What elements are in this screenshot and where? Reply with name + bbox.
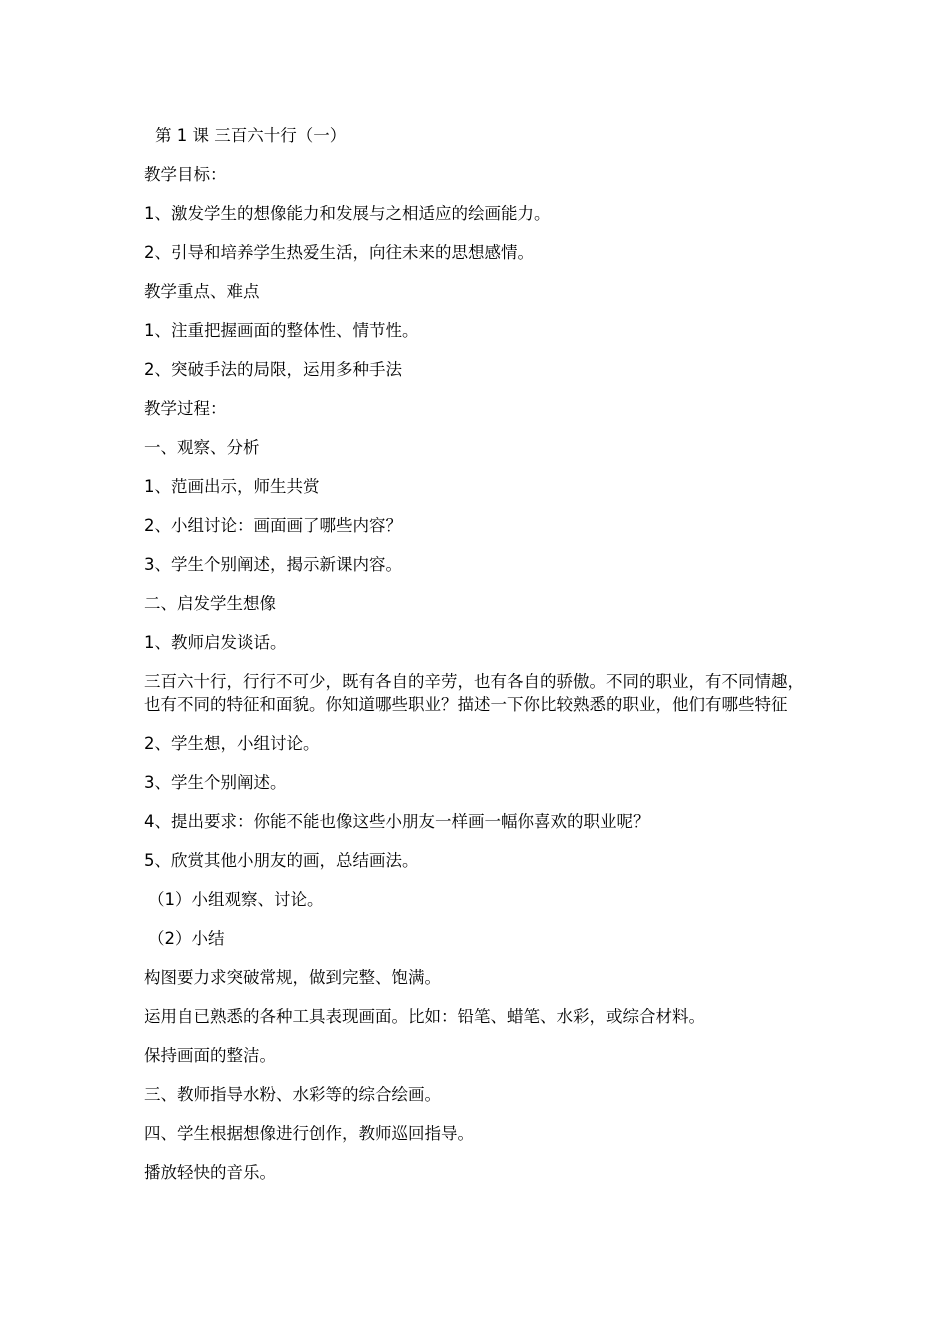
section-heading-process: 教学过程： bbox=[144, 399, 227, 418]
process-item: 4、提出要求：你能不能也像这些小朋友一样画一幅你喜欢的职业呢？ bbox=[144, 812, 650, 831]
section-heading-key-points: 教学重点、难点 bbox=[144, 282, 260, 301]
objective-item: 2、引导和培养学生热爱生活，向往未来的思想感情。 bbox=[144, 243, 534, 262]
lesson-title: 第 1 课 三百六十行（一） bbox=[155, 126, 347, 145]
sub-item: （1）小组观察、讨论。 bbox=[148, 890, 324, 909]
process-item: 3、学生个别阐述，揭示新课内容。 bbox=[144, 555, 402, 574]
process-item: 2、小组讨论：画面画了哪些内容？ bbox=[144, 516, 402, 535]
key-point-item: 2、突破手法的局限，运用多种手法 bbox=[144, 360, 402, 379]
summary-point: 保持画面的整洁。 bbox=[144, 1046, 276, 1065]
document-page bbox=[144, 124, 804, 1200]
summary-point: 运用自已熟悉的各种工具表现画面。比如：铅笔、蜡笔、水彩，或综合材料。 bbox=[144, 1007, 705, 1026]
process-step-heading: 一、观察、分析 bbox=[144, 438, 260, 457]
process-step-heading: 三、教师指导水粉、水彩等的综合绘画。 bbox=[144, 1085, 441, 1104]
key-point-item: 1、注重把握画面的整体性、情节性。 bbox=[144, 321, 419, 340]
process-item: 1、教师启发谈话。 bbox=[144, 633, 287, 652]
process-item: 2、学生想，小组讨论。 bbox=[144, 734, 320, 753]
objective-item: 1、激发学生的想像能力和发展与之相适应的绘画能力。 bbox=[144, 204, 551, 223]
section-heading-objectives: 教学目标： bbox=[144, 165, 227, 184]
process-item: 5、欣赏其他小朋友的画，总结画法。 bbox=[144, 851, 419, 870]
process-item: 1、范画出示，师生共赏 bbox=[144, 477, 320, 496]
summary-point: 构图要力求突破常规，做到完整、饱满。 bbox=[144, 968, 441, 987]
sub-item: （2）小结 bbox=[148, 929, 225, 948]
closing-note: 播放轻快的音乐。 bbox=[144, 1163, 276, 1182]
process-item: 3、学生个别阐述。 bbox=[144, 773, 287, 792]
process-step-heading: 四、学生根据想像进行创作，教师巡回指导。 bbox=[144, 1124, 474, 1143]
body-paragraph: 三百六十行，行行不可少，既有各自的辛劳，也有各自的骄傲。不同的职业，有不同情趣，也有不同的特征和面貌。你知道哪些职业？描述一下你比较熟悉的职业，他们有哪些特征 bbox=[144, 672, 804, 714]
process-step-heading: 二、启发学生想像 bbox=[144, 594, 276, 613]
